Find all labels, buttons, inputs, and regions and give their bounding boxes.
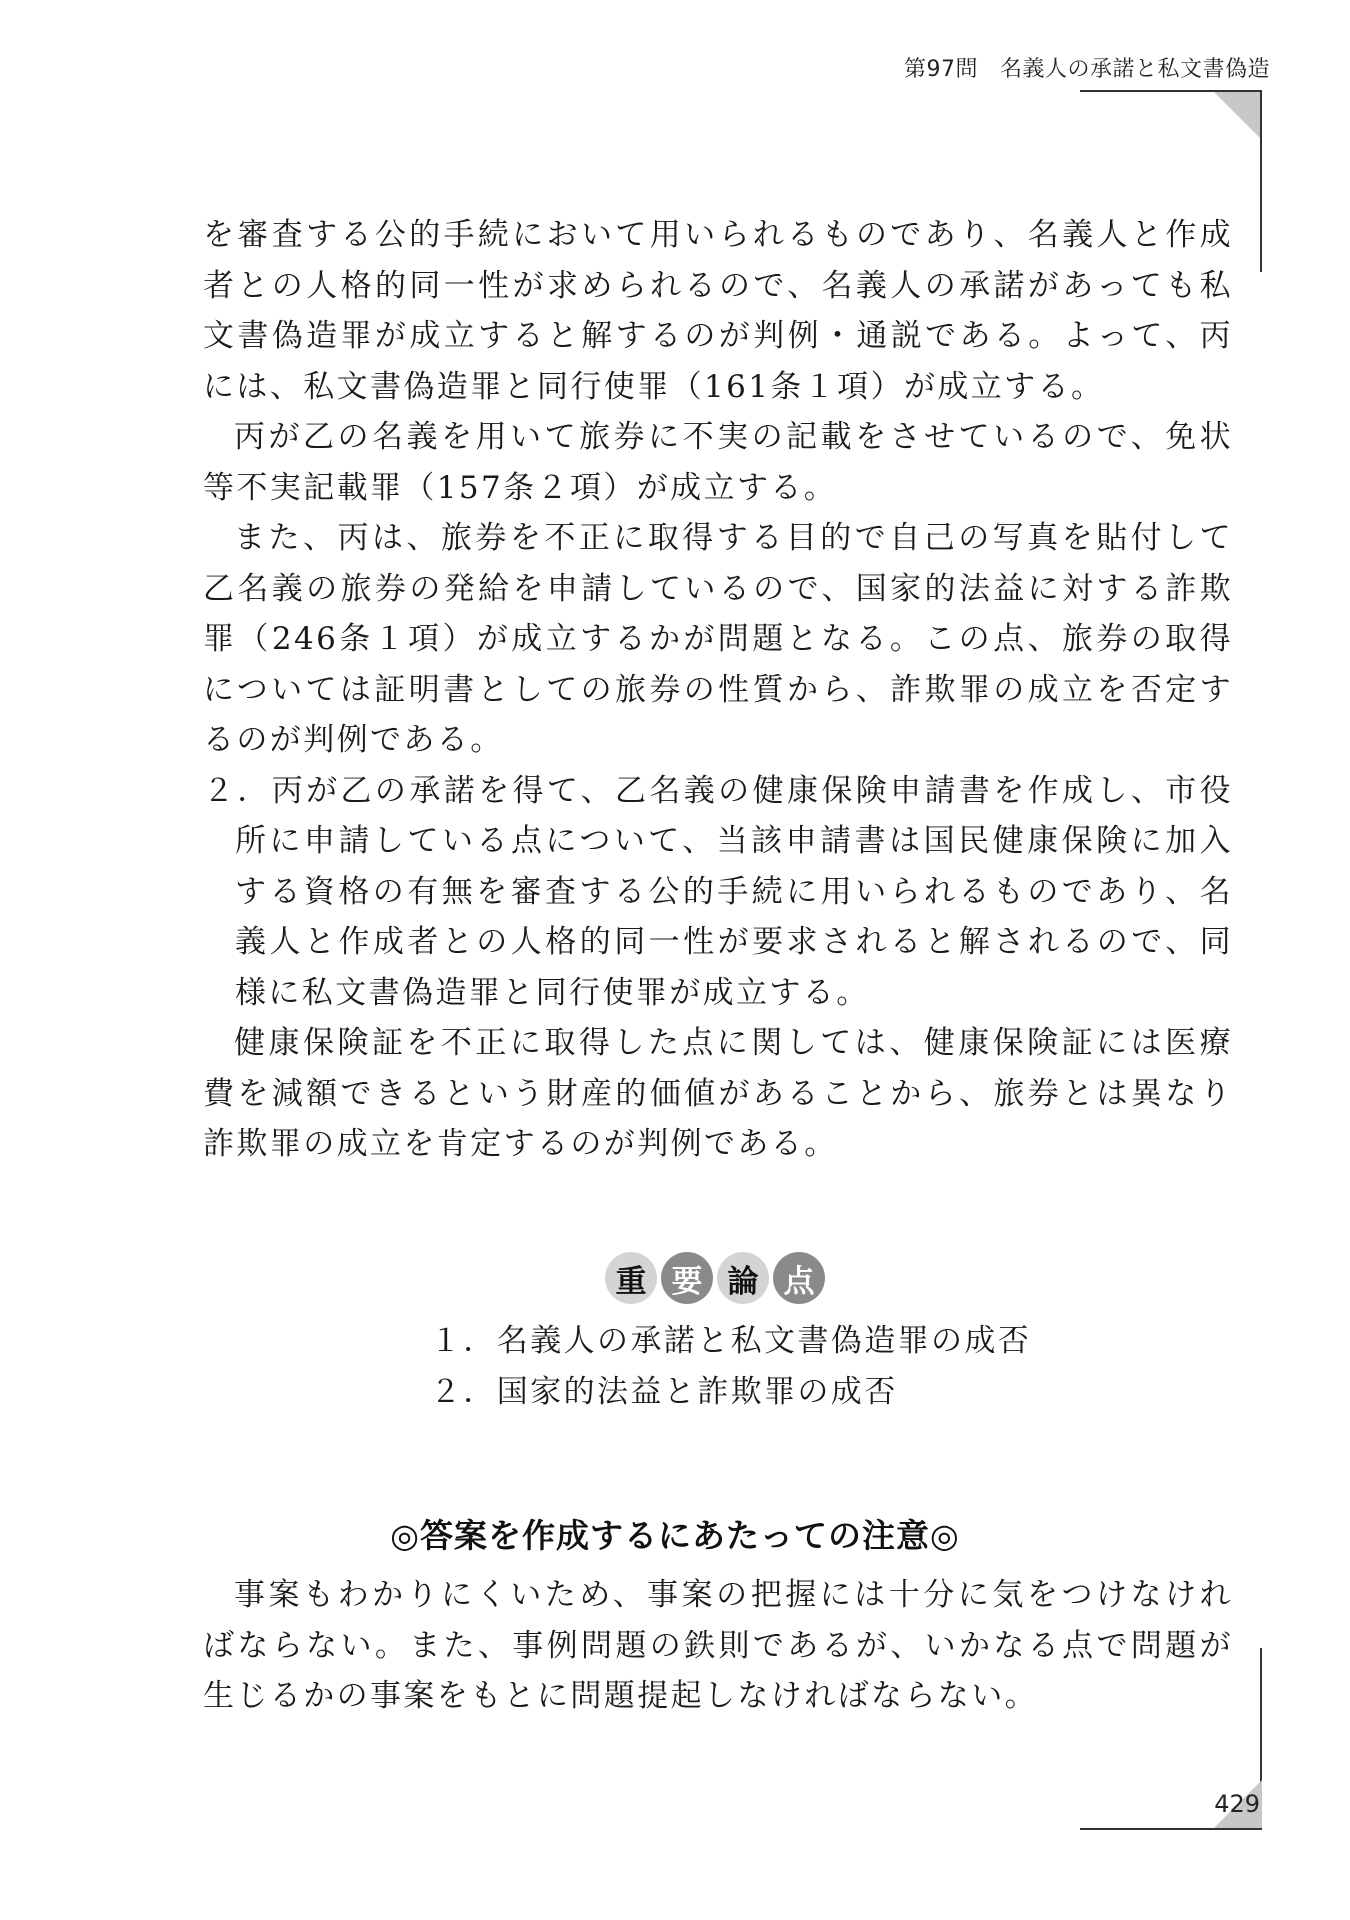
key-points-char: 論 <box>717 1252 769 1304</box>
chapter-number: 第97問 <box>903 57 978 82</box>
numbered-paragraph: ２．丙が乙の承諾を得て、乙名義の健康保険申請書を作成し、市役所に申請している点について、当該申請書は国民健康保険に加入する資格の有無を審査する公的手続に用いられるものであり、名義人と作成者との人格的同一性が要求されると解されるので、同様に私文書偽造罪と同行使罪が成立する。 <box>203 772 1233 1011</box>
corner-triangle-top <box>1214 92 1262 140</box>
paragraph: 健康保険証を不正に取得した点に関しては、健康保険証には医療費を減額できるという財産的価値があることから、旅券とは異なり詐欺罪の成立を肯定するのが判例である。 <box>203 1025 1233 1162</box>
running-header <box>904 52 1270 83</box>
key-point-item: １．名義人の承諾と私文書偽造罪の成否 <box>430 1323 1032 1359</box>
notes-heading: ◎答案を作成するにあたっての注意◎ <box>390 1516 960 1555</box>
footer-rule <box>1080 1828 1262 1830</box>
side-rule-top <box>1260 92 1262 272</box>
chapter-title: 名義人の承諾と私文書偽造 <box>999 57 1270 82</box>
notes-text <box>203 1570 1233 1722</box>
body-text <box>203 210 1233 1170</box>
key-points-char: 重 <box>605 1252 657 1304</box>
notes-paragraph: 事案もわかりにくいため、事案の把握には十分に気をつけなければならない。また、事例問題の鉄則であるが、いかなる点で問題が生じるかの事案をもとに問題提起しなければならない。 <box>203 1577 1233 1714</box>
key-points-char: 要 <box>661 1252 713 1304</box>
key-points-list <box>430 1316 1031 1417</box>
key-point-item: ２．国家的法益と詐欺罪の成否 <box>430 1373 898 1410</box>
key-points-char: 点 <box>773 1252 825 1304</box>
paragraph: 丙が乙の名義を用いて旅券に不実の記載をさせているので、免状等不実記載罪（157条２項）が成立する。 <box>203 419 1233 506</box>
key-points-title <box>605 1252 825 1304</box>
paragraph: また、丙は、旅券を不正に取得する目的で自己の写真を貼付して乙名義の旅券の発給を申請しているので、国家的法益に対する詐欺罪（246条１項）が成立するかが問題となる。この点、旅券の取得については証明書としての旅券の性質から、詐欺罪の成立を否定するのが判例である。 <box>203 520 1233 758</box>
page-number: 429 <box>1214 1790 1260 1818</box>
paragraph: を審査する公的手続において用いられるものであり、名義人と作成者との人格的同一性が求められるので、名義人の承諾があっても私文書偽造罪が成立すると解するのが判例・通説である。よって、丙には、私文書偽造罪と同行使罪（161条１項）が成立する。 <box>203 217 1233 405</box>
